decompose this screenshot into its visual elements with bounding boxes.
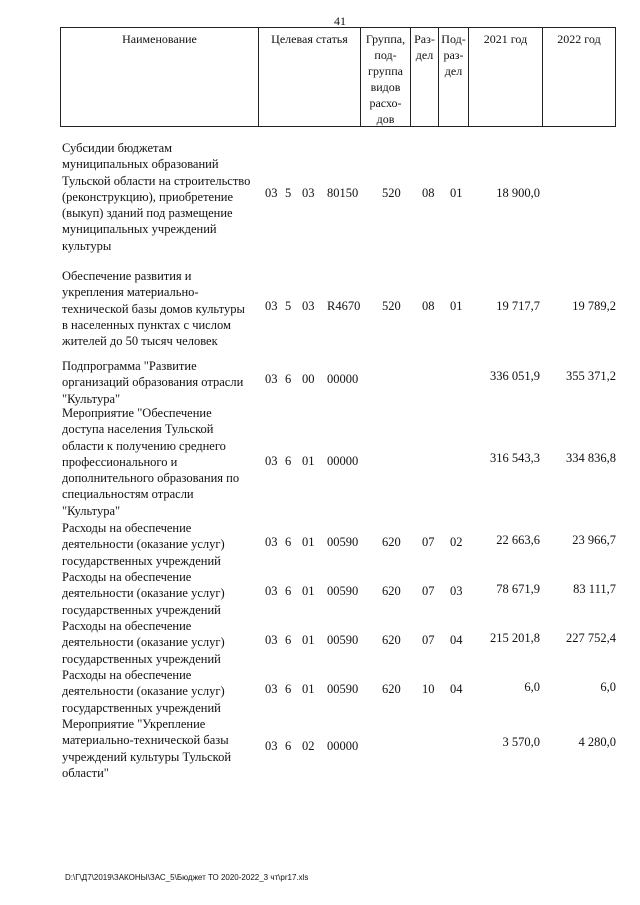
row-2021: 19 717,7	[496, 299, 540, 313]
header-year-2022: 2022 год	[557, 32, 601, 46]
header-section: Раз- дел	[411, 28, 439, 126]
row-name: Расходы на обеспечение деятельности (оказание услуг) государственных учреждений	[62, 570, 225, 617]
row-section: 07	[422, 584, 435, 598]
row-code-3: 01	[302, 584, 315, 598]
row-code-2: 6	[285, 682, 292, 696]
footer-file-path: D:\Г\Д7\2019\ЗАКОНЫ\ЗАС_5\Бюджет ТО 2020-2022_3 чт\pr17.xls	[65, 873, 309, 882]
row-subsection: 04	[450, 633, 463, 647]
row-code-2: 6	[285, 454, 292, 468]
row-code-2: 5	[285, 299, 292, 313]
row-code-3: 01	[302, 454, 315, 468]
row-code-2: 6	[285, 584, 292, 598]
row-code-2: 5	[285, 186, 292, 200]
row-code-3: 02	[302, 739, 315, 753]
row-code-3: 03	[302, 186, 315, 200]
row-2021: 336 051,9	[490, 369, 540, 383]
row-group: 620	[382, 535, 401, 549]
row-code-2: 6	[285, 535, 292, 549]
header-target-article: Целевая статья	[259, 28, 361, 126]
row-code-1: 03	[265, 535, 278, 549]
row-code-4: 00000	[327, 454, 359, 468]
row-2021: 316 543,3	[490, 451, 540, 465]
row-code-2: 6	[285, 372, 292, 386]
row-section: 07	[422, 535, 435, 549]
row-code-1: 03	[265, 186, 278, 200]
row-code-1: 03	[265, 682, 278, 696]
row-2022: 23 966,7	[572, 533, 616, 547]
row-section: 07	[422, 633, 435, 647]
table-header	[60, 27, 616, 127]
page-number: 41	[334, 14, 346, 28]
row-subsection: 03	[450, 584, 463, 598]
row-section: 08	[422, 186, 435, 200]
row-group: 520	[382, 186, 401, 200]
row-code-3: 00	[302, 372, 315, 386]
row-code-4: R4670	[327, 299, 361, 313]
row-subsection: 02	[450, 535, 463, 549]
row-2022: 6,0	[600, 680, 616, 694]
row-name: Расходы на обеспечение деятельности (оказание услуг) государственных учреждений	[62, 521, 225, 568]
row-2022: 4 280,0	[578, 735, 616, 749]
row-group: 620	[382, 633, 401, 647]
row-2021: 18 900,0	[496, 186, 540, 200]
row-code-2: 6	[285, 633, 292, 647]
row-name: Мероприятие "Обеспечение доступа населения Тульской области к получению среднего профессионального и дополнительного образования по специальностям отрасли "Культура"	[62, 406, 240, 518]
row-code-1: 03	[265, 584, 278, 598]
row-code-3: 01	[302, 535, 315, 549]
row-code-4: 00590	[327, 584, 359, 598]
header-subsection: Под- раз- дел	[439, 28, 469, 126]
row-code-1: 03	[265, 454, 278, 468]
header-name: Наименование	[61, 28, 259, 126]
row-2022: 19 789,2	[572, 299, 616, 313]
row-code-1: 03	[265, 739, 278, 753]
row-2022: 355 371,2	[566, 369, 616, 383]
row-2022: 83 111,7	[573, 582, 616, 596]
row-2021: 22 663,6	[496, 533, 540, 547]
row-code-1: 03	[265, 299, 278, 313]
row-section: 08	[422, 299, 435, 313]
row-subsection: 01	[450, 299, 463, 313]
row-subsection: 04	[450, 682, 463, 696]
row-code-2: 6	[285, 739, 292, 753]
row-code-3: 01	[302, 633, 315, 647]
row-group: 520	[382, 299, 401, 313]
row-2022: 334 836,8	[566, 451, 616, 465]
row-name: Расходы на обеспечение деятельности (оказание услуг) государственных учреждений	[62, 619, 225, 666]
row-code-3: 03	[302, 299, 315, 313]
row-section: 10	[422, 682, 435, 696]
row-2021: 6,0	[524, 680, 540, 694]
header-group: Группа, под- группа видов расхо- дов	[361, 28, 411, 126]
row-name: Подпрограмма "Развитие организаций образования отрасли "Культура"	[62, 359, 244, 406]
row-group: 620	[382, 584, 401, 598]
row-code-4: 00000	[327, 372, 359, 386]
row-name: Обеспечение развития и укрепления материально- технической базы домов культуры в населенных пунктах с числом жителей до 50 тысяч человек	[62, 269, 245, 349]
row-code-4: 00000	[327, 739, 359, 753]
row-2021: 78 671,9	[496, 582, 540, 596]
row-2022: 227 752,4	[566, 631, 616, 645]
row-group: 620	[382, 682, 401, 696]
row-2021: 3 570,0	[502, 735, 540, 749]
row-code-4: 80150	[327, 186, 359, 200]
row-name: Расходы на обеспечение деятельности (оказание услуг) государственных учреждений	[62, 668, 225, 715]
row-name: Мероприятие "Укрепление материально-технической базы учреждений культуры Тульской области"	[62, 717, 232, 780]
row-code-4: 00590	[327, 633, 359, 647]
row-code-4: 00590	[327, 535, 359, 549]
row-name: Субсидии бюджетам муниципальных образований Тульской области на строительство (реконструкцию), приобретение (выкуп) зданий под размещение муниципальных учреждений культуры	[62, 141, 251, 253]
row-subsection: 01	[450, 186, 463, 200]
row-code-3: 01	[302, 682, 315, 696]
row-code-1: 03	[265, 633, 278, 647]
row-code-4: 00590	[327, 682, 359, 696]
row-2021: 215 201,8	[490, 631, 540, 645]
header-year-2021: 2021 год	[469, 28, 543, 126]
row-code-1: 03	[265, 372, 278, 386]
